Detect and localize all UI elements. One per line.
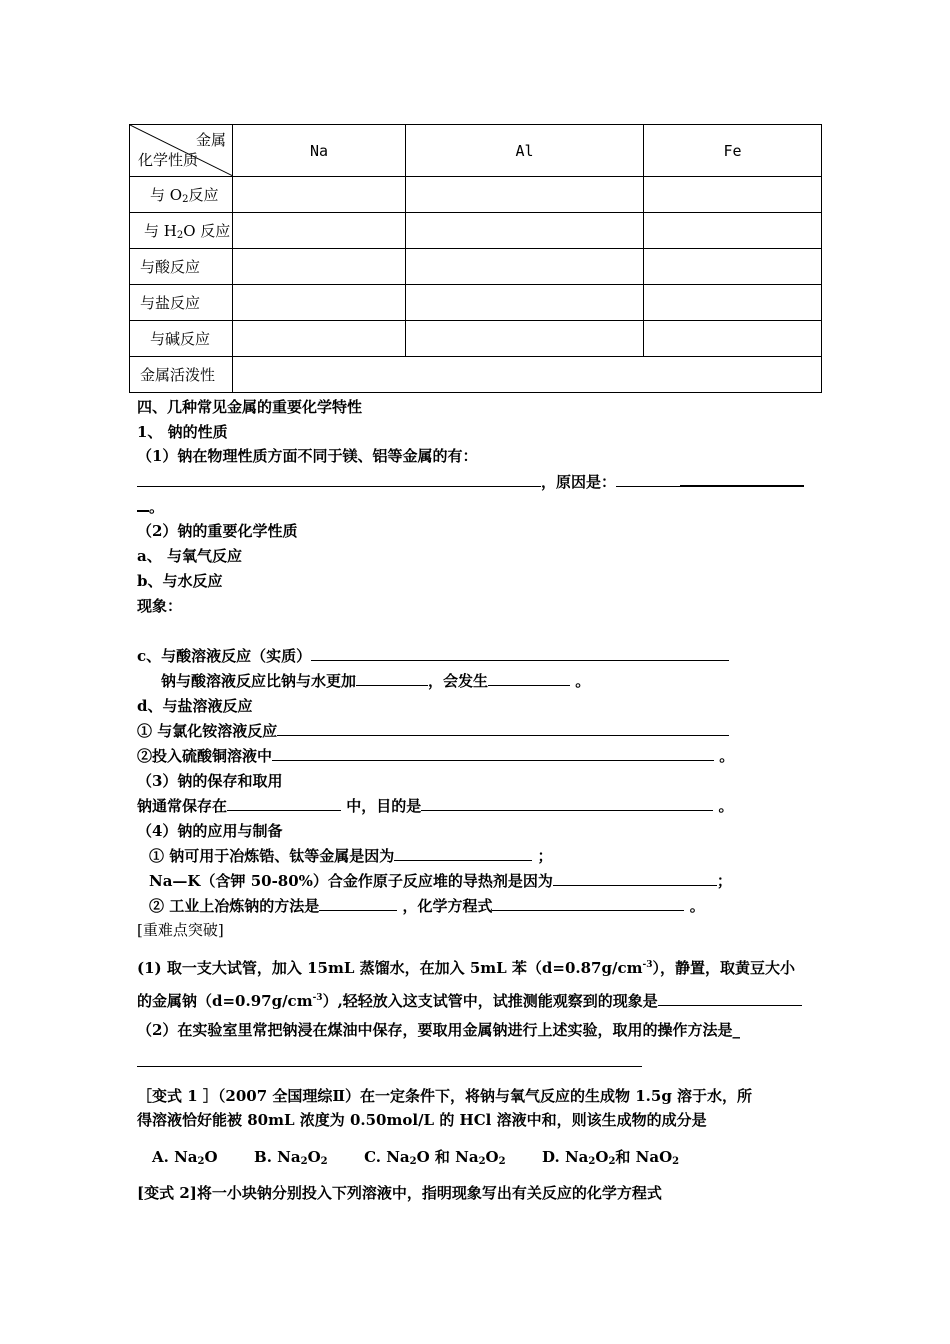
answer-blank[interactable] [319, 896, 397, 911]
variant2-line: [变式 2]将一小块钠分别投入下列溶液中，指明现象写出有关反应的化学方程式 [137, 1184, 662, 1202]
table-cell[interactable] [233, 213, 406, 249]
row-label-h2o: 与 $H_2O$ 反应 [130, 213, 233, 249]
table-cell-merged[interactable] [233, 357, 822, 393]
answer-blank[interactable] [492, 896, 684, 911]
table-row [130, 321, 822, 357]
answer-blank[interactable] [311, 646, 729, 661]
item-d: d、与盐溶液反应 [137, 697, 253, 715]
option-b[interactable]: B. $Na_2O_2$ [254, 1148, 328, 1167]
corner-label-property: 化学性质 [138, 151, 199, 169]
item-b: b、与水反应 [137, 572, 223, 590]
table-cell[interactable] [406, 213, 644, 249]
question-1-end: 。 [137, 496, 164, 517]
column-header-na: Na [233, 125, 406, 177]
answer-blank[interactable] [553, 871, 717, 886]
table-cell[interactable] [644, 285, 822, 321]
item-c-detail: 钠与酸溶液反应比钠与水更加 ，会发生 。 [161, 672, 591, 690]
corner-label-metal: 金属 [195, 131, 226, 149]
option-d[interactable]: D. $Na_2O_2$和 NaO$_2$ [542, 1148, 680, 1167]
application-1: ① 钠可用于冶炼锆、钛等金属是因为 ； [149, 847, 553, 865]
question-2: （2）钠的重要化学性质 [137, 522, 298, 540]
option-c[interactable]: C. $Na_2O$ 和 $Na_2O_2$ [364, 1148, 506, 1167]
table-row [130, 249, 822, 285]
row-label-o2: 与 $O_2$反应 [130, 177, 233, 213]
breakthrough-p1: (1) 取一支大试管，加入 15mL 蒸馏水，在加入 5mL 苯$(d=0.87g/cm^{-3})$，静置，取黄豆大小 [137, 959, 795, 977]
section-heading: 四、几种常见金属的重要化学特性 [137, 398, 363, 416]
phenomenon-label: 现象： [137, 597, 183, 615]
answer-blank[interactable] [137, 496, 149, 512]
reason-label: ，原因是： [541, 473, 617, 491]
storage-line: 钠通常保存在 中，目的是 。 [137, 797, 734, 815]
breakthrough-p3-blank [137, 1052, 642, 1072]
table-cell[interactable] [644, 249, 822, 285]
answer-blank[interactable] [658, 991, 802, 1006]
table-cell[interactable] [406, 249, 644, 285]
table-corner-cell [130, 125, 233, 177]
table-row [130, 357, 822, 393]
answer-blank[interactable] [227, 796, 341, 811]
subsection-sodium: 1、 钠的性质 [137, 423, 228, 441]
row-label-base: 与碱反应 [130, 321, 233, 357]
column-header-fe: Fe [644, 125, 822, 177]
table-row [130, 285, 822, 321]
question-4: （4）钠的应用与制备 [137, 822, 283, 840]
table-cell[interactable] [406, 285, 644, 321]
table-cell[interactable] [406, 321, 644, 357]
table-row [130, 213, 822, 249]
breakthrough-title: [重难点突破] [137, 921, 224, 939]
column-header-al: Al [406, 125, 644, 177]
item-c: c、与酸溶液反应（实质） [137, 646, 729, 666]
question-1: （1）钠在物理性质方面不同于镁、铝等金属的有： [137, 447, 478, 465]
item-d2: ②投入硫酸铜溶液中 。 [137, 747, 735, 765]
row-label-acid: 与酸反应 [130, 249, 233, 285]
variant1-line1: ［变式 1 ］（2007 全国理综Ⅱ）在一定条件下，将钠与氧气反应的生成物 1.5g 溶于水，所 [137, 1087, 753, 1105]
answer-blank[interactable] [272, 746, 714, 761]
row-label-salt: 与盐反应 [130, 285, 233, 321]
answer-blank[interactable] [277, 721, 729, 736]
table-cell[interactable] [406, 177, 644, 213]
answer-blank[interactable] [488, 671, 570, 686]
row-label-activity: 金属活泼性 [130, 357, 233, 393]
application-3: ② 工业上冶炼钠的方法是 ，化学方程式 。 [149, 897, 705, 915]
answer-blank[interactable] [421, 796, 713, 811]
variant1-options [152, 1147, 679, 1172]
table-cell[interactable] [233, 285, 406, 321]
application-2: Na—K（含钾 50-80%）合金作原子反应堆的导热剂是因为 ； [149, 872, 732, 890]
table-cell[interactable] [644, 177, 822, 213]
breakthrough-p3: （2）在实验室里常把钠浸在煤油中保存，要取用金属钠进行上述实验，取用的操作方法是_ [137, 1021, 740, 1039]
item-d1: ① 与氯化铵溶液反应 [137, 721, 729, 741]
table-header-row [130, 125, 822, 177]
option-a[interactable]: A. $Na_2O$ [152, 1148, 218, 1167]
variant1-line2: 得溶液恰好能被 80mL 浓度为 0.50mol/L 的 HCl 溶液中和，则该生成物的成分是 [137, 1111, 707, 1129]
answer-blank[interactable] [616, 472, 680, 487]
item-a: a、 与氧气反应 [137, 547, 242, 565]
table-cell[interactable] [644, 321, 822, 357]
answer-blank[interactable] [680, 471, 804, 487]
table-cell[interactable] [233, 321, 406, 357]
chemical-properties-table [129, 124, 822, 393]
answer-blank[interactable] [137, 1052, 642, 1067]
table-cell[interactable] [644, 213, 822, 249]
question-1-blanks [137, 471, 804, 492]
breakthrough-p2: 的金属钠$(d=0.97g/cm^{-3})$,轻轻放入这支试管中，试推测能观察到的现象是 [137, 988, 802, 1011]
question-3: （3）钠的保存和取用 [137, 772, 283, 790]
table-row [130, 177, 822, 213]
answer-blank[interactable] [137, 472, 541, 487]
table-cell[interactable] [233, 177, 406, 213]
answer-blank[interactable] [394, 846, 532, 861]
answer-blank[interactable] [356, 671, 428, 686]
table-cell[interactable] [233, 249, 406, 285]
